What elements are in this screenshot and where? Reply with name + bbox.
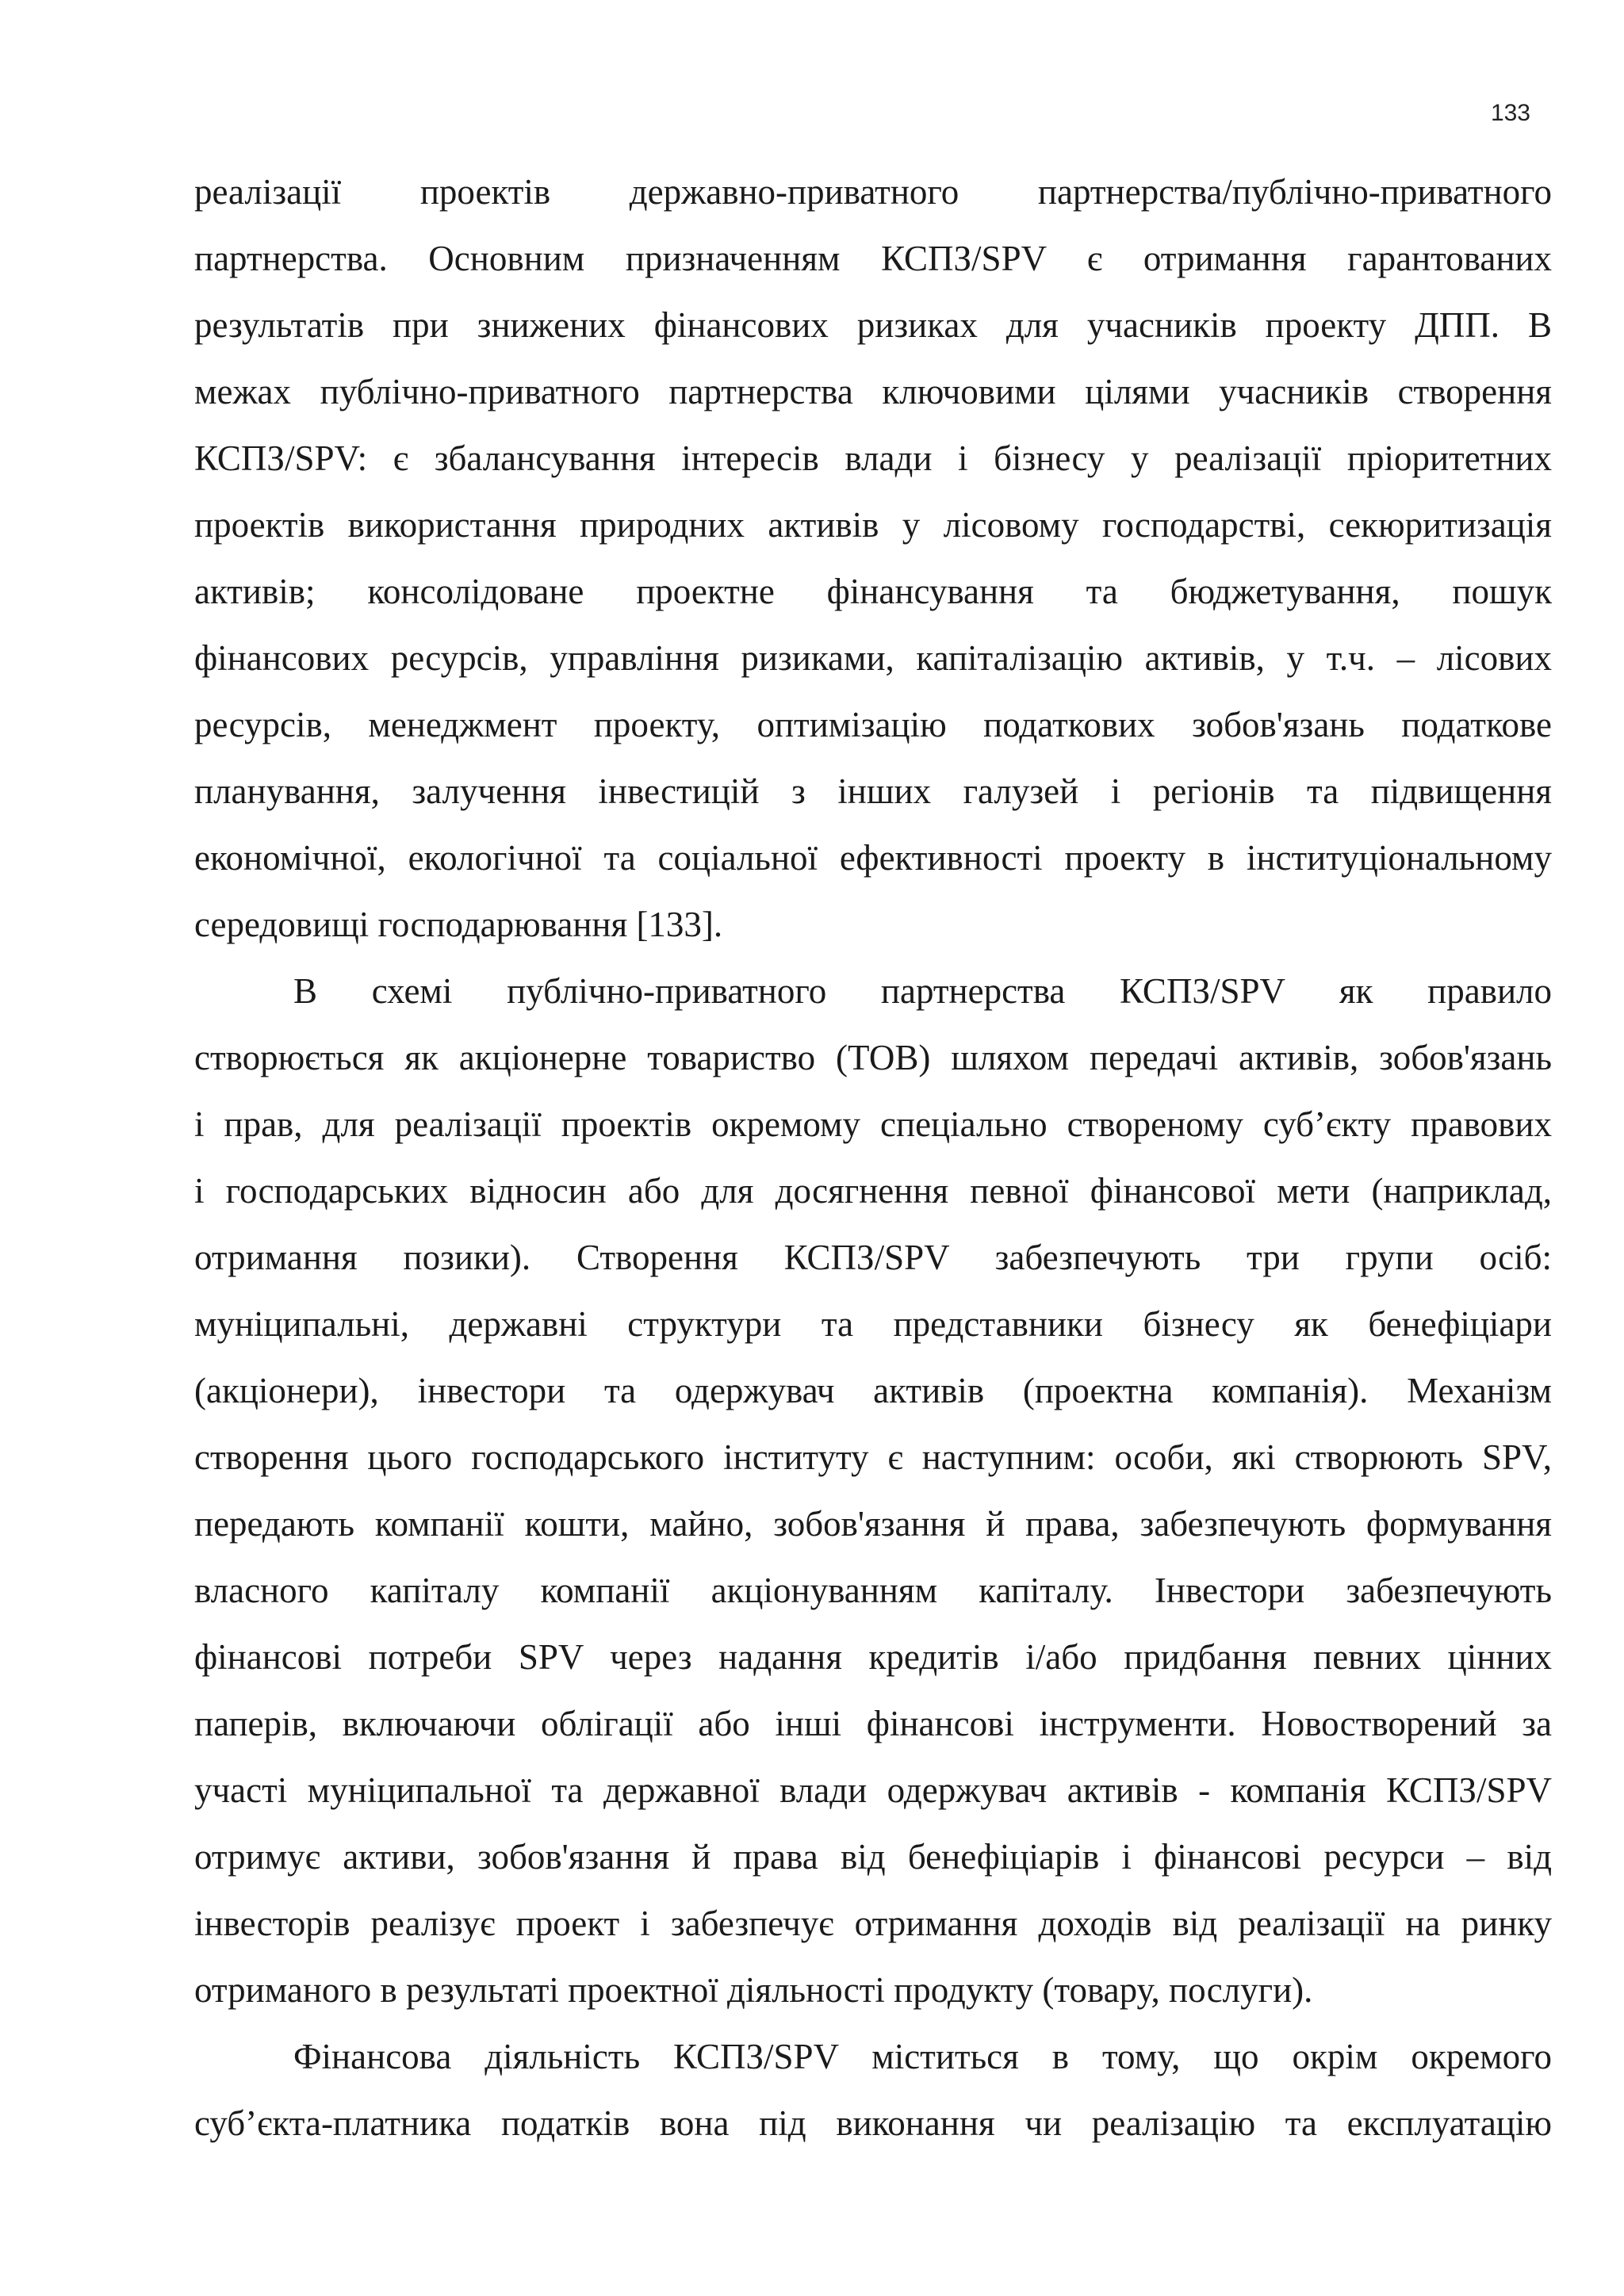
text-line: В схемі публічно-приватного партнерства КСПЗ/SPV як правило xyxy=(293,971,1552,1011)
text-line: інвесторів реалізує проект і забезпечує отримання доходів від реалізації на ринку xyxy=(194,1904,1552,1943)
text-line: проектів використання природних активів у лісовому господарстві, секюритизація xyxy=(194,505,1552,545)
text-line: передають компанії кошти, майно, зобов'язання й права, забезпечують формування xyxy=(194,1504,1552,1544)
text-line: паперів, включаючи облігації або інші фінансові інструменти. Новостворений за xyxy=(194,1704,1552,1743)
text-line: партнерства. Основним призначенням КСПЗ/SPV є отримання гарантованих xyxy=(194,239,1552,278)
text-line: Фінансова діяльність КСПЗ/SPV міститься в тому, що окрім окремого xyxy=(293,2037,1552,2076)
text-line: реалізації проектів державно-приватного партнерства/публічно-приватного xyxy=(194,172,1552,212)
text-line: економічної, екологічної та соціальної ефективності проекту в інституціональному xyxy=(194,838,1552,878)
text-line: участі муніципальної та державної влади одержувач активів - компанія КСПЗ/SPV xyxy=(194,1770,1552,1810)
text-line: створення цього господарського інституту є наступним: особи, які створюють SPV, xyxy=(194,1437,1552,1477)
page-number: 133 xyxy=(1490,100,1530,126)
text-line: муніципальні, державні структури та представники бізнесу як бенефіціари xyxy=(194,1304,1552,1344)
text-line: (акціонери), інвестори та одержувач активів (проектна компанія). Механізм xyxy=(194,1371,1552,1410)
text-line: отриманого в результаті проектної діяльності продукту (товару, послуги). xyxy=(194,1970,1313,2010)
text-line: ресурсів, менеджмент проекту, оптимізацію податкових зобов'язань податкове xyxy=(194,705,1552,744)
text-line: суб’єкта-платника податків вона під виконання чи реалізацію та експлуатацію xyxy=(194,2103,1552,2143)
text-line: результатів при знижених фінансових ризиках для учасників проекту ДПП. В xyxy=(194,305,1552,345)
text-line: отримує активи, зобов'язання й права від бенефіціарів і фінансові ресурси – від xyxy=(194,1837,1552,1877)
text-line: отримання позики). Створення КСПЗ/SPV забезпечують три групи осіб: xyxy=(194,1238,1552,1277)
text-line: власного капіталу компанії акціонуванням капіталу. Інвестори забезпечують xyxy=(194,1571,1552,1610)
text-line: середовищі господарювання [133]. xyxy=(194,905,723,944)
text-line: і господарських відносин або для досягнення певної фінансової мети (наприклад, xyxy=(194,1171,1552,1211)
text-line: активів; консолідоване проектне фінансування та бюджетування, пошук xyxy=(194,572,1552,611)
text-line: КСПЗ/SPV: є збалансування інтересів влади і бізнесу у реалізації пріоритетних xyxy=(194,438,1552,478)
text-line: і прав, для реалізації проектів окремому спеціально створеному суб’єкту правових xyxy=(194,1104,1552,1144)
text-line: фінансових ресурсів, управління ризиками, капіталізацію активів, у т.ч. – лісових xyxy=(194,638,1552,678)
text-line: планування, залучення інвестицій з інших галузей і регіонів та підвищення xyxy=(194,771,1552,811)
text-line: фінансові потреби SPV через надання кредитів і/або придбання певних цінних xyxy=(194,1637,1552,1677)
text-line: створюється як акціонерне товариство (ТОВ) шляхом передачі активів, зобов'язань xyxy=(194,1038,1552,1077)
text-line: межах публічно-приватного партнерства ключовими цілями учасників створення xyxy=(194,372,1552,411)
